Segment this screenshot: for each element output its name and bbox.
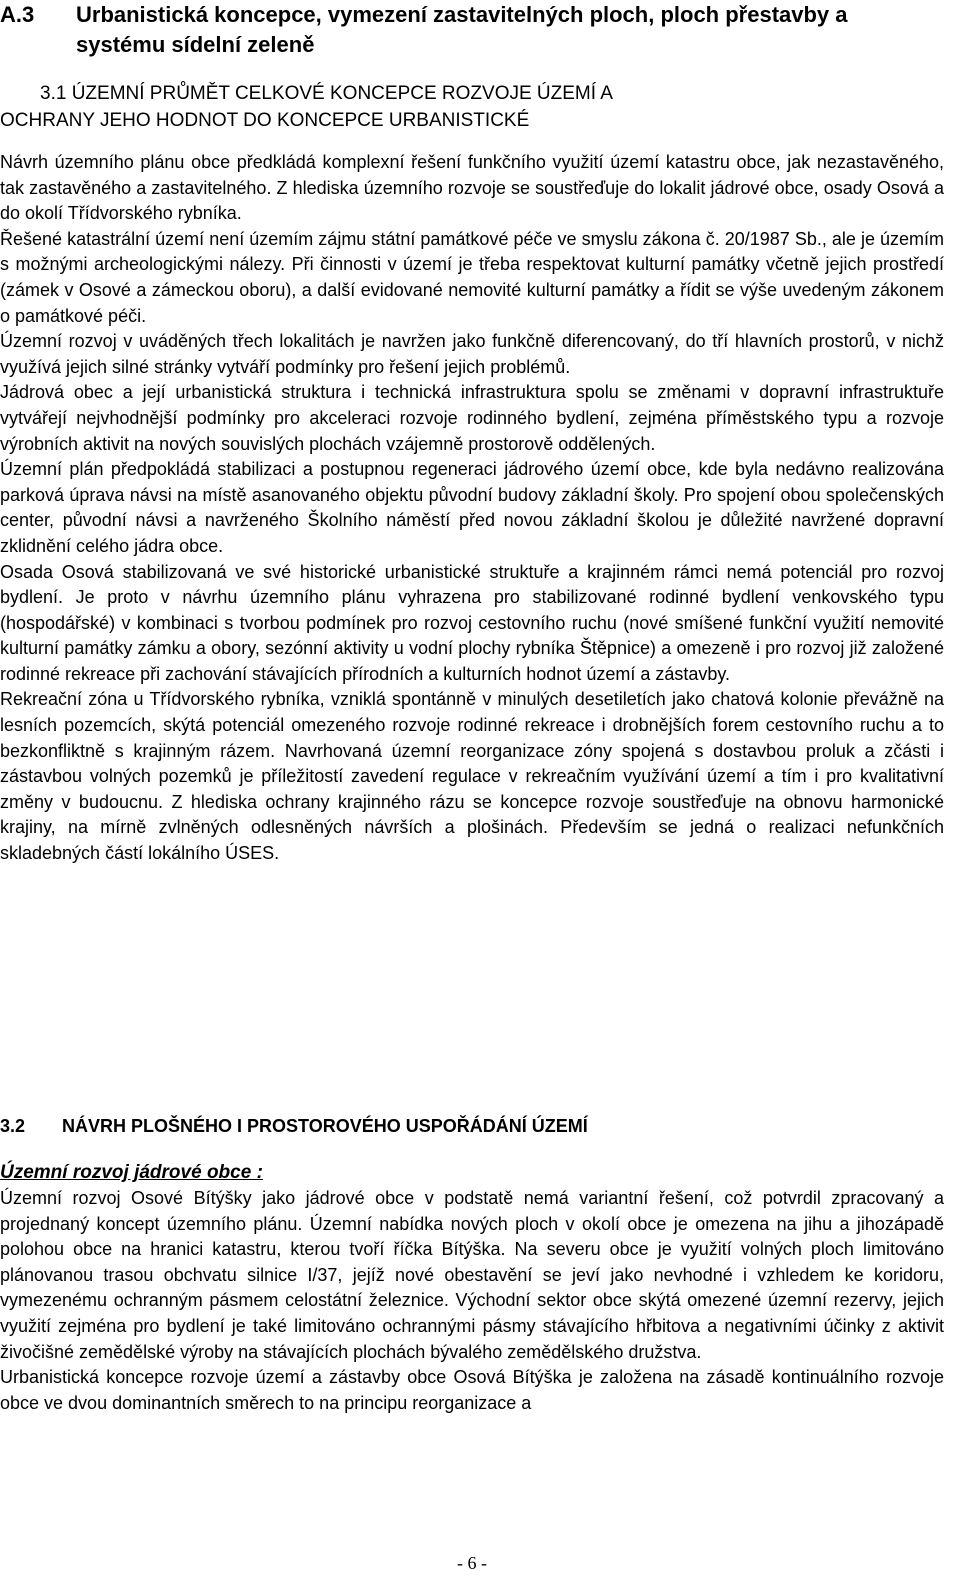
subsection-heading — [0, 80, 900, 134]
section-heading — [0, 0, 900, 60]
section-32-heading — [0, 1113, 588, 1139]
paragraph: Návrh územního plánu obce předkládá komplexní řešení funkčního využití území katastru obce, jak nezastavěného, tak zastavěného a zastavitelného. Z hlediska územního rozvoje se soustřeďuje do lokalit jádrové obce, osady Osová a do okolí Třídvorského rybníka. — [0, 152, 944, 224]
section-31-body — [0, 150, 944, 867]
section-32-body — [0, 1186, 944, 1416]
subsection-title-line1 — [40, 80, 900, 107]
section-32-title: NÁVRH PLOŠNÉHO I PROSTOROVÉHO USPOŘÁDÁNÍ ÚZEMÍ — [62, 1116, 588, 1136]
paragraph: Územní rozvoj v uváděných třech lokalitách je navržen jako funkčně diferencovaný, do tří hlavních prostorů, v nichž využívá jejich silné stránky vytváří podmínky pro řešení jejich problémů. — [0, 331, 944, 377]
paragraph: Osada Osová stabilizovaná ve své historické urbanistické struktuře a krajinném rámci nemá potenciál pro rozvoj bydlení. Je proto v návrhu územního plánu vyhrazena pro stabilizované rodinné bydlení venkovského typu (hospodářské) v kombinaci s tvorbou podmínek pro rozvoj cestovního ruchu (nové smíšené funkční využití nemovité kulturní památky zámku a obory, sezónní aktivity u vodní plochy rybníka Štěpnice) a omezeně i pro rozvoj již založené rodinné rekreace při zachování stávajících přírodních a kulturních hodnot území a zástavby. — [0, 561, 944, 684]
section-32-number: 3.2 — [0, 1116, 26, 1136]
section-number: A.3 — [0, 2, 35, 27]
paragraph: Jádrová obec a její urbanistická struktura i technická infrastruktura spolu se změnami v dopravní infrastruktuře vytvářejí nejvhodnější podmínky pro akceleraci rozvoje rodinného bydlení, zejména příměstského typu a rozvoje výrobních aktivit na nových souvislých plochách vzájemně prostorově oddělených. — [0, 382, 944, 454]
subsection-number: 3.1 — [40, 83, 67, 104]
paragraph: Rekreační zóna u Třídvorského rybníka, vzniklá spontánně v minulých desetiletích jako chatová kolonie převážně na lesních pozemcích, skýtá potenciál omezeného rozvoje rodinné rekreace i drobnějších forem cestovního ruchu a to bezkonfliktně s krajinným rázem. Navrhovaná územní reorganizace zóny spojená s dostavbou proluk a zčásti i zástavbou volných pozemků je příležitostí zavedení regulace v rekreačním využívání území a tím i pro kvalitativní změny v budoucnu. Z hlediska ochrany krajinného rázu se koncepce rozvoje soustřeďuje na obnovu harmonické krajiny, na mírně zvlněných odlesněných návrších a plošinách. Především se jedná o realizaci nefunkčních skladebných částí lokálního ÚSES. — [0, 689, 944, 864]
subsection-title-line2: OCHRANY JEHO HODNOT DO KONCEPCE URBANISTICKÉ — [0, 110, 530, 131]
subsection-label: Územní rozvoj jádrové obce : — [0, 1162, 263, 1183]
paragraph: Územní rozvoj Osové Bítýšky jako jádrové obce v podstatě nemá variantní řešení, což potvrdil zpracovaný a projednaný koncept územního plánu. Územní nabídka nových ploch v okolí obce je omezena na jihu a jihozápadě polohou obce na hranici katastru, kterou tvoří říčka Bítýška. Na severu obce je využití volných ploch limitováno plánovanou trasou obchvatu silnice I/37, jejíž nové obestavění se jeví jako nevhodné i vzhledem ke koridoru, vymezenému ochranným pásmem celostátní železnice. Východní sektor obce skýtá omezené územní rezervy, jejich využití zejména pro bydlení je také limitováno ochrannými pásmy stávajícího hřbitova a negativními účinky z aktivit živočišné zemědělské výroby na stávajících plochách bývalého zemědělského družstva. — [0, 1188, 944, 1362]
section-title: Urbanistická koncepce, vymezení zastavitelných ploch, ploch přestavby a systému sídelní zeleně — [76, 2, 848, 57]
paragraph: Urbanistická koncepce rozvoje území a zástavby obce Osová Bítýška je založena na zásadě kontinuálního rozvoje obce ve dvou dominantních směrech to na principu reorganizace a — [0, 1367, 944, 1413]
subsection-title-text-1: ÚZEMNÍ PRŮMĚT CELKOVÉ KONCEPCE ROZVOJE ÚZEMÍ A — [71, 83, 613, 104]
page-number: - 6 - — [457, 1553, 487, 1573]
paragraph: Řešené katastrální území není územím zájmu státní památkové péče ve smyslu zákona č. 20/1987 Sb., ale je územím s možnými archeologickými nálezy. Při činnosti v území je třeba respektovat kulturní památky včetně jejich prostředí (zámek v Osové a zámeckou oboru), a další evidované nemovité kulturní památky a řídit se výše uvedeným zákonem o památkové péči. — [0, 228, 944, 326]
paragraph: Územní plán předpokládá stabilizaci a postupnou regeneraci jádrového území obce, kde byla nedávno realizována parková úprava návsi na místě asanovaného objektu původní budovy základní školy. Pro spojení obou společenských center, původní návsi a navrženého Školního náměstí před novou základní školou je důležité navržené dopravní zklidnění celého jádra obce. — [0, 459, 944, 556]
